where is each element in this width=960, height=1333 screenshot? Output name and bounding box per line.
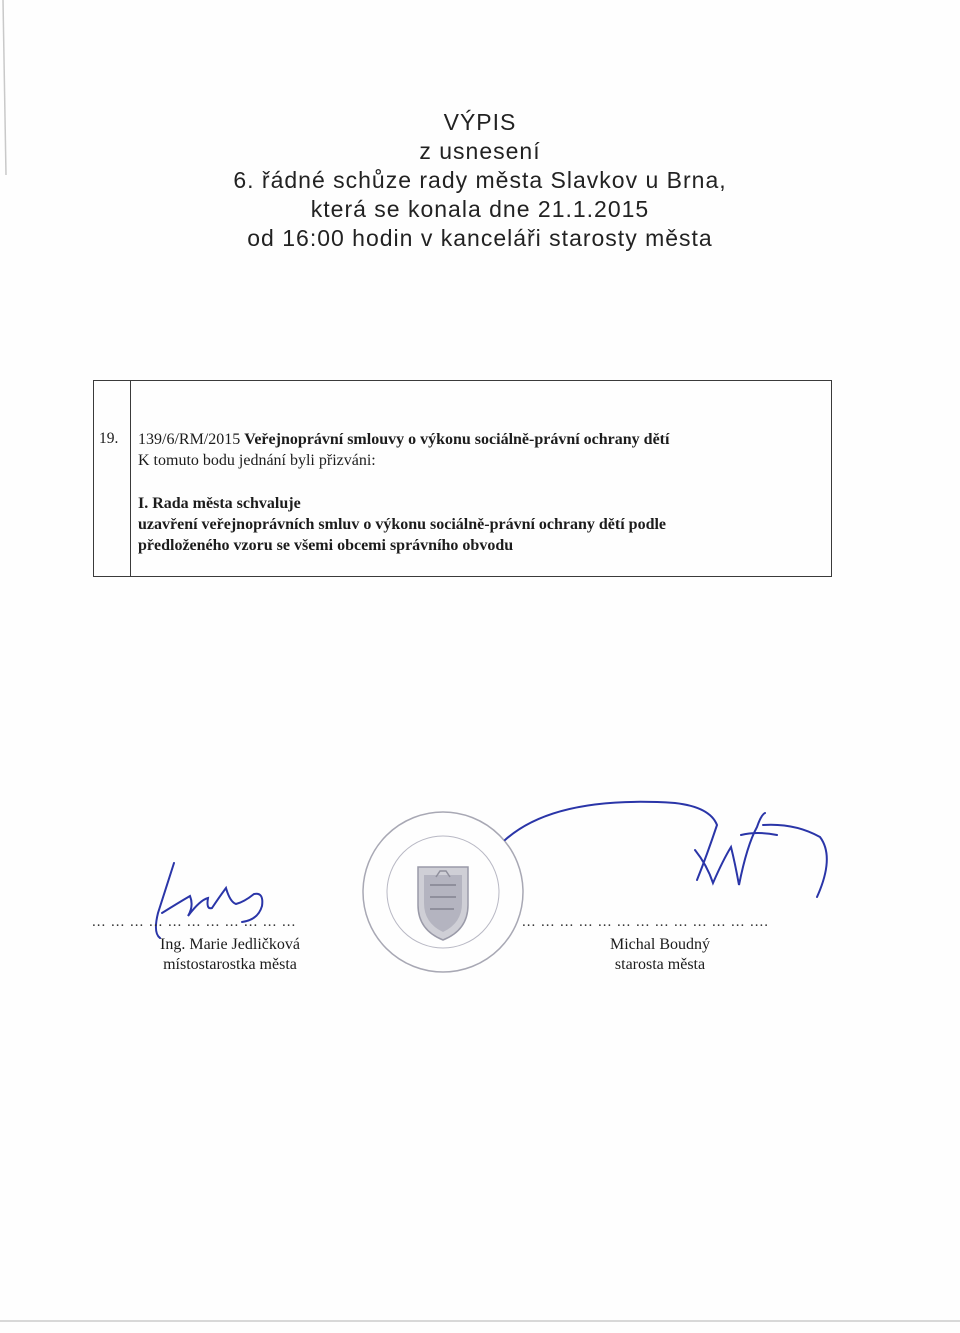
resolution-content: [138, 429, 828, 556]
resolution-heading-text: Veřejnoprávní smlouvy o výkonu sociálně-právní ochrany dětí: [244, 431, 670, 448]
document-header: [0, 108, 960, 253]
right-signature-line: ... ... ... ... ... ... ... ... ... ... ... ... ....: [522, 914, 769, 930]
decision-line-1: uzavření veřejnoprávních smluv o výkonu sociálně-právní ochrany dětí podle: [138, 516, 667, 533]
resolution-table: [93, 380, 832, 577]
resolution-number: 19.: [99, 430, 119, 447]
meeting-line: 6. řádné schůze rady města Slavkov u Brna,: [233, 167, 727, 193]
left-signature-line: ... ... ... ... ... ... ... ... ... ... ...: [92, 914, 297, 930]
resolution-id: 139/6/RM/2015: [138, 431, 241, 448]
resolution-heading: [138, 429, 828, 450]
document-subtitle: z usnesení: [419, 138, 541, 164]
meeting-place-line: od 16:00 hodin v kanceláři starosty města: [247, 225, 713, 251]
invited-line: K tomuto bodu jednání byli přizváni:: [138, 452, 376, 469]
left-signatory-role: místostarostka města: [163, 956, 297, 973]
resolution-number-cell: [94, 381, 131, 576]
decision-title: I. Rada města schvaluje: [138, 495, 301, 512]
meeting-date-line: která se konala dne 21.1.2015: [310, 196, 650, 222]
decision-line-2: předloženého vzoru se všemi obcemi správního obvodu: [138, 537, 514, 554]
left-signatory: [100, 935, 360, 975]
right-signatory: [540, 935, 780, 975]
scan-bottom-edge: [0, 1320, 960, 1322]
right-signatory-name: Michal Boudný: [610, 936, 710, 953]
right-signature: [495, 785, 840, 920]
document-title: VÝPIS: [443, 109, 517, 135]
right-signatory-role: starosta města: [614, 956, 706, 973]
left-signatory-name: Ing. Marie Jedličková: [160, 936, 300, 953]
